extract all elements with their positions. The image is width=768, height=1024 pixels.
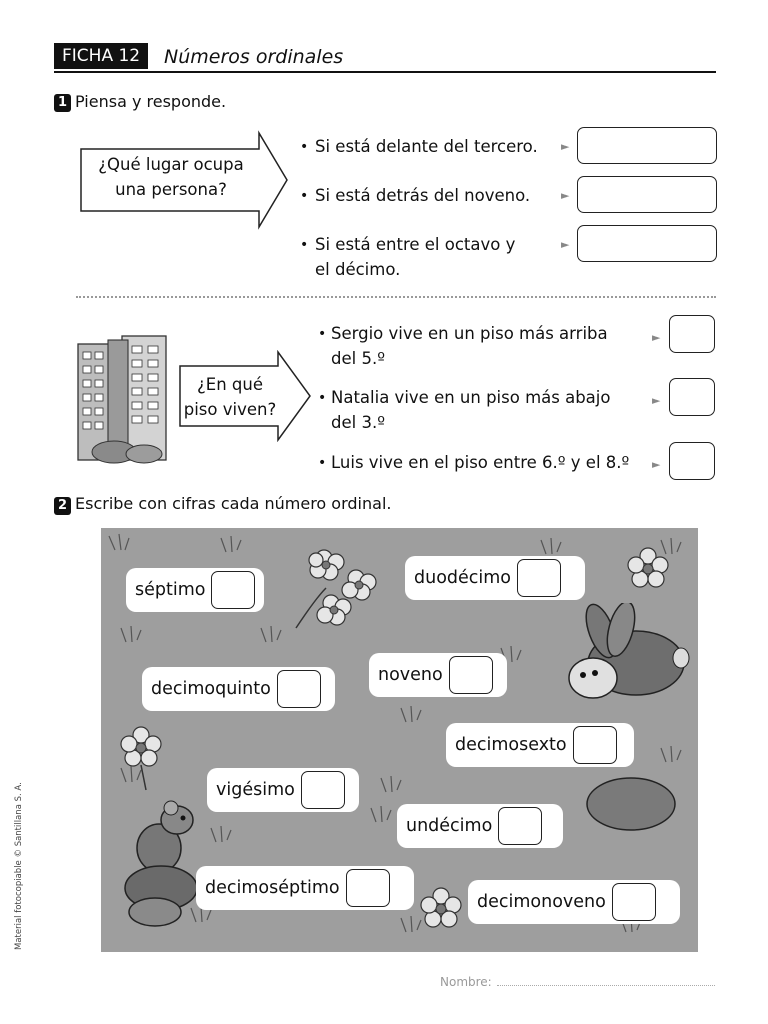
answer-box[interactable] [277,670,321,708]
page-title: Números ordinales [164,46,344,68]
ordinal-word: séptimo [135,580,206,600]
pointer-icon: ► [561,189,570,202]
answer-box-b3[interactable] [669,442,715,480]
ordinal-word: vigésimo [216,780,295,800]
answer-box-a1[interactable] [577,127,717,164]
answer-box-a3[interactable] [577,225,717,262]
bullet-icon: • [318,455,327,471]
pointer-icon: ► [652,394,661,407]
ordinal-word: decimonoveno [477,892,606,912]
pointer-icon: ► [561,140,570,153]
answer-box[interactable] [612,883,656,921]
name-label: Nombre: [440,975,492,989]
answer-box[interactable] [498,807,542,845]
bullet-icon: • [300,139,309,155]
ficha-badge: FICHA 12 [54,43,148,69]
ordinal-card [369,653,507,697]
ordinal-word: noveno [378,665,443,685]
item-b2-text-1: Natalia vive en un piso más abajo [331,388,611,407]
answer-box-a2[interactable] [577,176,717,213]
building-icon [74,334,170,464]
answer-box[interactable] [573,726,617,764]
item-b3-text: Luis vive en el piso entre 6.º y el 8.º [331,453,630,472]
exercise-1-instruction: Piensa y responde. [75,92,227,111]
ordinal-card [207,768,359,812]
answer-box[interactable] [449,656,493,694]
item-a2-text: Si está detrás del noveno. [315,186,531,205]
bullet-icon: • [300,237,309,253]
ordinal-word: decimoquinto [151,679,271,699]
name-field[interactable] [497,985,715,986]
ordinal-word: decimosexto [455,735,567,755]
ordinal-card [446,723,634,767]
flower-icon [116,723,176,793]
bullet-icon: • [318,326,327,342]
ordinal-card [196,866,414,910]
answer-box-b2[interactable] [669,378,715,416]
flower-icon [411,880,471,940]
dotted-separator [76,296,716,298]
ordinal-card [468,880,680,924]
item-b2-text-2: del 3.º [331,413,385,432]
ordinal-card [397,804,563,848]
item-b1-text-2: del 5.º [331,349,385,368]
exercise-2-number: 2 [54,497,71,515]
ordinal-card [405,556,585,600]
answer-box[interactable] [211,571,255,609]
answer-box[interactable] [517,559,561,597]
question-a-line-2: una persona? [115,180,227,199]
meadow-scene [101,528,698,952]
copyright-note: Material fotocopiable © Santillana S. A. [14,782,24,950]
ordinal-word: decimoséptimo [205,878,340,898]
ordinal-card [126,568,264,612]
item-b1-text-1: Sergio vive en un piso más arriba [331,324,608,343]
question-a-line-1: ¿Qué lugar ocupa [98,155,244,174]
rabbit-icon [561,603,691,713]
ordinal-card [142,667,335,711]
ordinal-word: undécimo [406,816,493,836]
flowers-icon [286,538,406,638]
pointer-icon: ► [561,238,570,251]
rock-icon [581,768,681,838]
item-a3-text-1: Si está entre el octavo y [315,235,516,254]
bullet-icon: • [300,188,309,204]
flower-icon [623,544,673,594]
answer-box[interactable] [301,771,345,809]
answer-box-b1[interactable] [669,315,715,353]
ordinal-word: duodécimo [414,568,512,588]
pointer-icon: ► [652,331,661,344]
exercise-1-number: 1 [54,94,71,112]
pointer-icon: ► [652,458,661,471]
item-a1-text: Si está delante del tercero. [315,137,538,156]
question-b-line-2: piso viven? [183,400,277,419]
question-b-line-1: ¿En qué [197,375,263,394]
answer-box[interactable] [346,869,390,907]
bullet-icon: • [318,390,327,406]
item-a3-text-2: el décimo. [315,260,401,279]
header-rule [54,71,716,73]
exercise-2-instruction: Escribe con cifras cada número ordinal. [75,494,392,513]
